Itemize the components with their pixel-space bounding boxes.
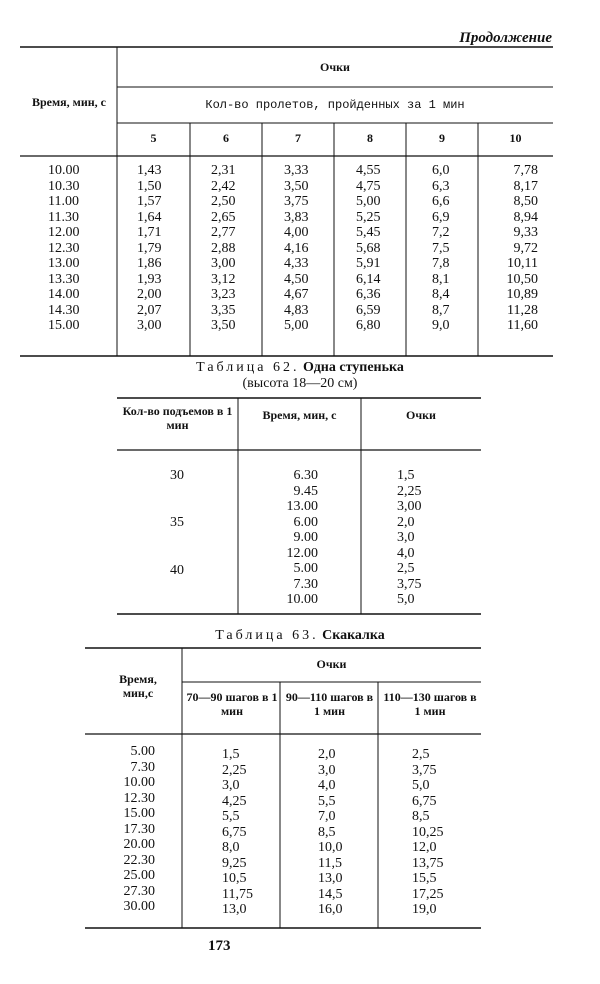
table1-col-header: 8	[367, 131, 373, 145]
table-cell: 11,28	[507, 302, 538, 318]
table-cell: 10,50	[506, 271, 538, 287]
table-cell: 9,0	[432, 318, 450, 333]
table-cell: 3,75	[397, 576, 422, 592]
table-cell: 10.00	[48, 163, 80, 178]
continuation-label: Продолжение	[459, 30, 552, 46]
table-cell: 11.00	[48, 194, 79, 209]
table-cell: 5,45	[356, 225, 381, 240]
table-cell: 5,0	[397, 592, 415, 607]
table-cell: 3,0	[222, 778, 240, 793]
table-cell: 10.30	[48, 178, 80, 194]
table-cell: 9,33	[513, 225, 538, 240]
table63-caption-prefix: Таблица 63.	[215, 628, 319, 643]
table-cell: 12.30	[123, 790, 155, 806]
table-cell: 3,50	[211, 318, 236, 333]
table1-value-column	[494, 163, 538, 334]
table-cell: 10.00	[123, 775, 155, 790]
table-cell: 14.00	[48, 287, 80, 302]
table-cell: 13,0	[222, 902, 247, 917]
table62-points-column	[397, 468, 447, 608]
table-cell: 8,4	[432, 287, 450, 302]
table62-header-time: Время, мин, с	[262, 408, 337, 422]
table1-col-header: 9	[439, 131, 445, 145]
table-cell: 8,1	[432, 271, 450, 287]
table-cell: 17,25	[412, 886, 444, 902]
table-cell: 6,75	[222, 824, 247, 840]
table62-caption-title: Одна ступенька	[303, 360, 404, 375]
table-cell: 27.30	[123, 883, 155, 899]
table-cell: 4,16	[284, 240, 309, 256]
table-cell: 3,75	[412, 762, 437, 778]
table-cell: 6,9	[432, 209, 450, 225]
table-cell: 5,25	[356, 209, 381, 225]
table-cell: 8,50	[513, 194, 538, 209]
table-cell: 10.00	[286, 592, 318, 607]
table-cell: 2,0	[397, 514, 415, 530]
table-cell: 6,0	[432, 163, 450, 178]
table62-caption-prefix: Таблица 62.	[196, 360, 300, 375]
table-cell: 12.30	[48, 240, 80, 256]
table-cell: 1,93	[137, 271, 162, 287]
table-cell: 3,00	[137, 318, 162, 333]
table-cell: 20.00	[123, 837, 155, 852]
table-cell: 2,42	[211, 178, 236, 194]
table63-caption	[100, 628, 500, 644]
table-cell: 17.30	[123, 821, 155, 837]
table63-value-column	[412, 747, 462, 918]
table-cell: 9.00	[293, 530, 318, 545]
table-cell: 3,12	[211, 271, 236, 287]
table62-lifts-value: 35	[170, 515, 184, 530]
table63-col-header: 90—110 шагов в 1 мин	[285, 690, 374, 718]
table-cell: 11.30	[48, 209, 79, 225]
table-cell: 3,00	[211, 256, 236, 271]
table-cell: 6,75	[412, 793, 437, 809]
table-cell: 4,67	[284, 287, 309, 302]
table-cell: 10,11	[507, 256, 538, 271]
table1-rowhead: Время, мин, с	[32, 95, 106, 109]
table-cell: 8,0	[222, 840, 240, 855]
table-cell: 10,25	[412, 824, 444, 840]
table63-col-header: 70—90 шагов в 1 мин	[186, 690, 278, 718]
table-cell: 2,25	[222, 762, 247, 778]
table-cell: 7,2	[432, 225, 450, 240]
table62-header-lifts: Кол-во подъемов в 1 мин	[122, 404, 233, 432]
table-cell: 3,0	[397, 530, 415, 545]
table-cell: 15.00	[48, 318, 80, 333]
table-cell: 5,5	[318, 793, 336, 809]
table-cell: 6,14	[356, 271, 381, 287]
table-cell: 2,07	[137, 302, 162, 318]
table1-col-header: 7	[295, 131, 301, 145]
table-cell: 13.30	[48, 271, 80, 287]
table-cell: 3,0	[318, 762, 336, 778]
table-cell: 2,00	[137, 287, 162, 302]
table63-group-header: Очки	[316, 657, 347, 671]
page-number: 173	[208, 938, 231, 954]
table-cell: 7.30	[130, 759, 155, 775]
table-cell: 4,50	[284, 271, 309, 287]
table-cell: 4,0	[318, 778, 336, 793]
table1-col-header: 6	[223, 131, 229, 145]
table-cell: 2,5	[412, 747, 430, 762]
table-cell: 11,60	[507, 318, 538, 333]
table-cell: 6.00	[293, 514, 318, 530]
table-cell: 10,0	[318, 840, 343, 855]
table-cell: 10,5	[222, 871, 247, 886]
table-cell: 2,5	[397, 561, 415, 576]
table-cell: 5.00	[130, 744, 155, 759]
table1-value-column	[211, 163, 261, 334]
table1-time-column	[48, 163, 108, 334]
table-cell: 15.00	[123, 806, 155, 821]
table-cell: 19,0	[412, 902, 437, 917]
table-cell: 5,5	[222, 809, 240, 824]
table63-rowhead: Время, мин,с	[119, 672, 157, 700]
table-cell: 2,77	[211, 225, 236, 240]
table-cell: 5,91	[356, 256, 381, 271]
table63-value-column	[222, 747, 272, 918]
table-cell: 7,8	[432, 256, 450, 271]
table-cell: 1,79	[137, 240, 162, 256]
table-cell: 1,43	[137, 163, 162, 178]
table1-value-column	[356, 163, 406, 334]
table62-time-column	[260, 468, 318, 608]
table-cell: 14.30	[48, 302, 80, 318]
table-cell: 2,65	[211, 209, 236, 225]
table-cell: 1,64	[137, 209, 162, 225]
table1-value-column	[432, 163, 477, 334]
table-cell: 3,50	[284, 178, 309, 194]
table-cell: 7.30	[293, 576, 318, 592]
table-cell: 5,0	[412, 778, 430, 793]
table-cell: 5,68	[356, 240, 381, 256]
table-cell: 9,25	[222, 855, 247, 871]
table-cell: 5,00	[356, 194, 381, 209]
table-cell: 12.00	[48, 225, 80, 240]
table1-col-header: 5	[150, 131, 157, 145]
table-cell: 3,23	[211, 287, 236, 302]
table-cell: 5.00	[293, 561, 318, 576]
table63-col-header: 110—130 шагов в 1 мин	[383, 690, 477, 718]
table1-group-header: Очки	[320, 60, 350, 74]
table-cell: 4,00	[284, 225, 309, 240]
table62-caption	[100, 360, 500, 376]
table-cell: 8,17	[513, 178, 538, 194]
table-cell: 4,25	[222, 793, 247, 809]
table-cell: 6,6	[432, 194, 450, 209]
table-cell: 7,78	[513, 163, 538, 178]
table63-time-column	[105, 744, 155, 915]
table-cell: 30.00	[123, 899, 155, 914]
table-cell: 13,75	[412, 855, 444, 871]
table62-header-points: Очки	[406, 408, 436, 422]
table-cell: 15,5	[412, 871, 437, 886]
table63-caption-title: Скакалка	[322, 628, 385, 643]
table-cell: 4,0	[397, 545, 415, 561]
table-cell: 6.30	[293, 468, 318, 483]
table-cell: 3,35	[211, 302, 236, 318]
table-cell: 4,75	[356, 178, 381, 194]
table-cell: 9,72	[513, 240, 538, 256]
table62-caption-subtitle: (высота 18—20 см)	[242, 376, 358, 391]
table-cell: 3,83	[284, 209, 309, 225]
table-cell: 1,86	[137, 256, 162, 271]
table-cell: 1,71	[137, 225, 162, 240]
table-cell: 6,36	[356, 287, 381, 302]
table-cell: 4,83	[284, 302, 309, 318]
table-cell: 16,0	[318, 902, 343, 917]
table-cell: 13,0	[318, 871, 343, 886]
table-cell: 8,7	[432, 302, 450, 318]
table-cell: 4,55	[356, 163, 381, 178]
table62-lifts-value: 30	[170, 468, 184, 483]
table-cell: 8,5	[412, 809, 430, 824]
table-cell: 2,50	[211, 194, 236, 209]
table-cell: 3,33	[284, 163, 309, 178]
table-cell: 2,25	[397, 483, 422, 499]
table-cell: 11,5	[318, 855, 342, 871]
table-cell: 1,50	[137, 178, 162, 194]
table-cell: 6,59	[356, 302, 381, 318]
table-cell: 1,5	[397, 468, 415, 483]
table1-subgroup-header: Кол-во пролетов, пройденных за 1 мин	[205, 98, 465, 112]
table-cell: 22.30	[123, 852, 155, 868]
table-cell: 2,0	[318, 747, 336, 762]
table1-value-column	[284, 163, 334, 334]
table-cell: 3,00	[397, 499, 422, 514]
table62-lifts-value: 40	[170, 563, 184, 578]
table-cell: 3,75	[284, 194, 309, 209]
table-cell: 25.00	[123, 868, 155, 883]
table1-col-header: 10	[509, 131, 522, 145]
table-cell: 5,00	[284, 318, 309, 333]
table-cell: 12.00	[286, 545, 318, 561]
table-cell: 4,33	[284, 256, 309, 271]
table-cell: 8,94	[513, 209, 538, 225]
table-cell: 7,0	[318, 809, 336, 824]
table-cell: 13.00	[286, 499, 318, 514]
table-cell: 8,5	[318, 824, 336, 840]
table-cell: 11,75	[222, 886, 253, 902]
table-cell: 6,80	[356, 318, 381, 333]
table63-value-column	[318, 747, 368, 918]
table-cell: 9.45	[293, 483, 318, 499]
table-cell: 13.00	[48, 256, 80, 271]
table-cell: 10,89	[506, 287, 538, 302]
table-cell: 7,5	[432, 240, 450, 256]
table-cell: 12,0	[412, 840, 437, 855]
table-cell: 2,31	[211, 163, 236, 178]
table-cell: 1,57	[137, 194, 162, 209]
table-cell: 14,5	[318, 886, 343, 902]
table1-value-column	[137, 163, 187, 334]
table-cell: 2,88	[211, 240, 236, 256]
table-cell: 1,5	[222, 747, 240, 762]
table-cell: 6,3	[432, 178, 450, 194]
